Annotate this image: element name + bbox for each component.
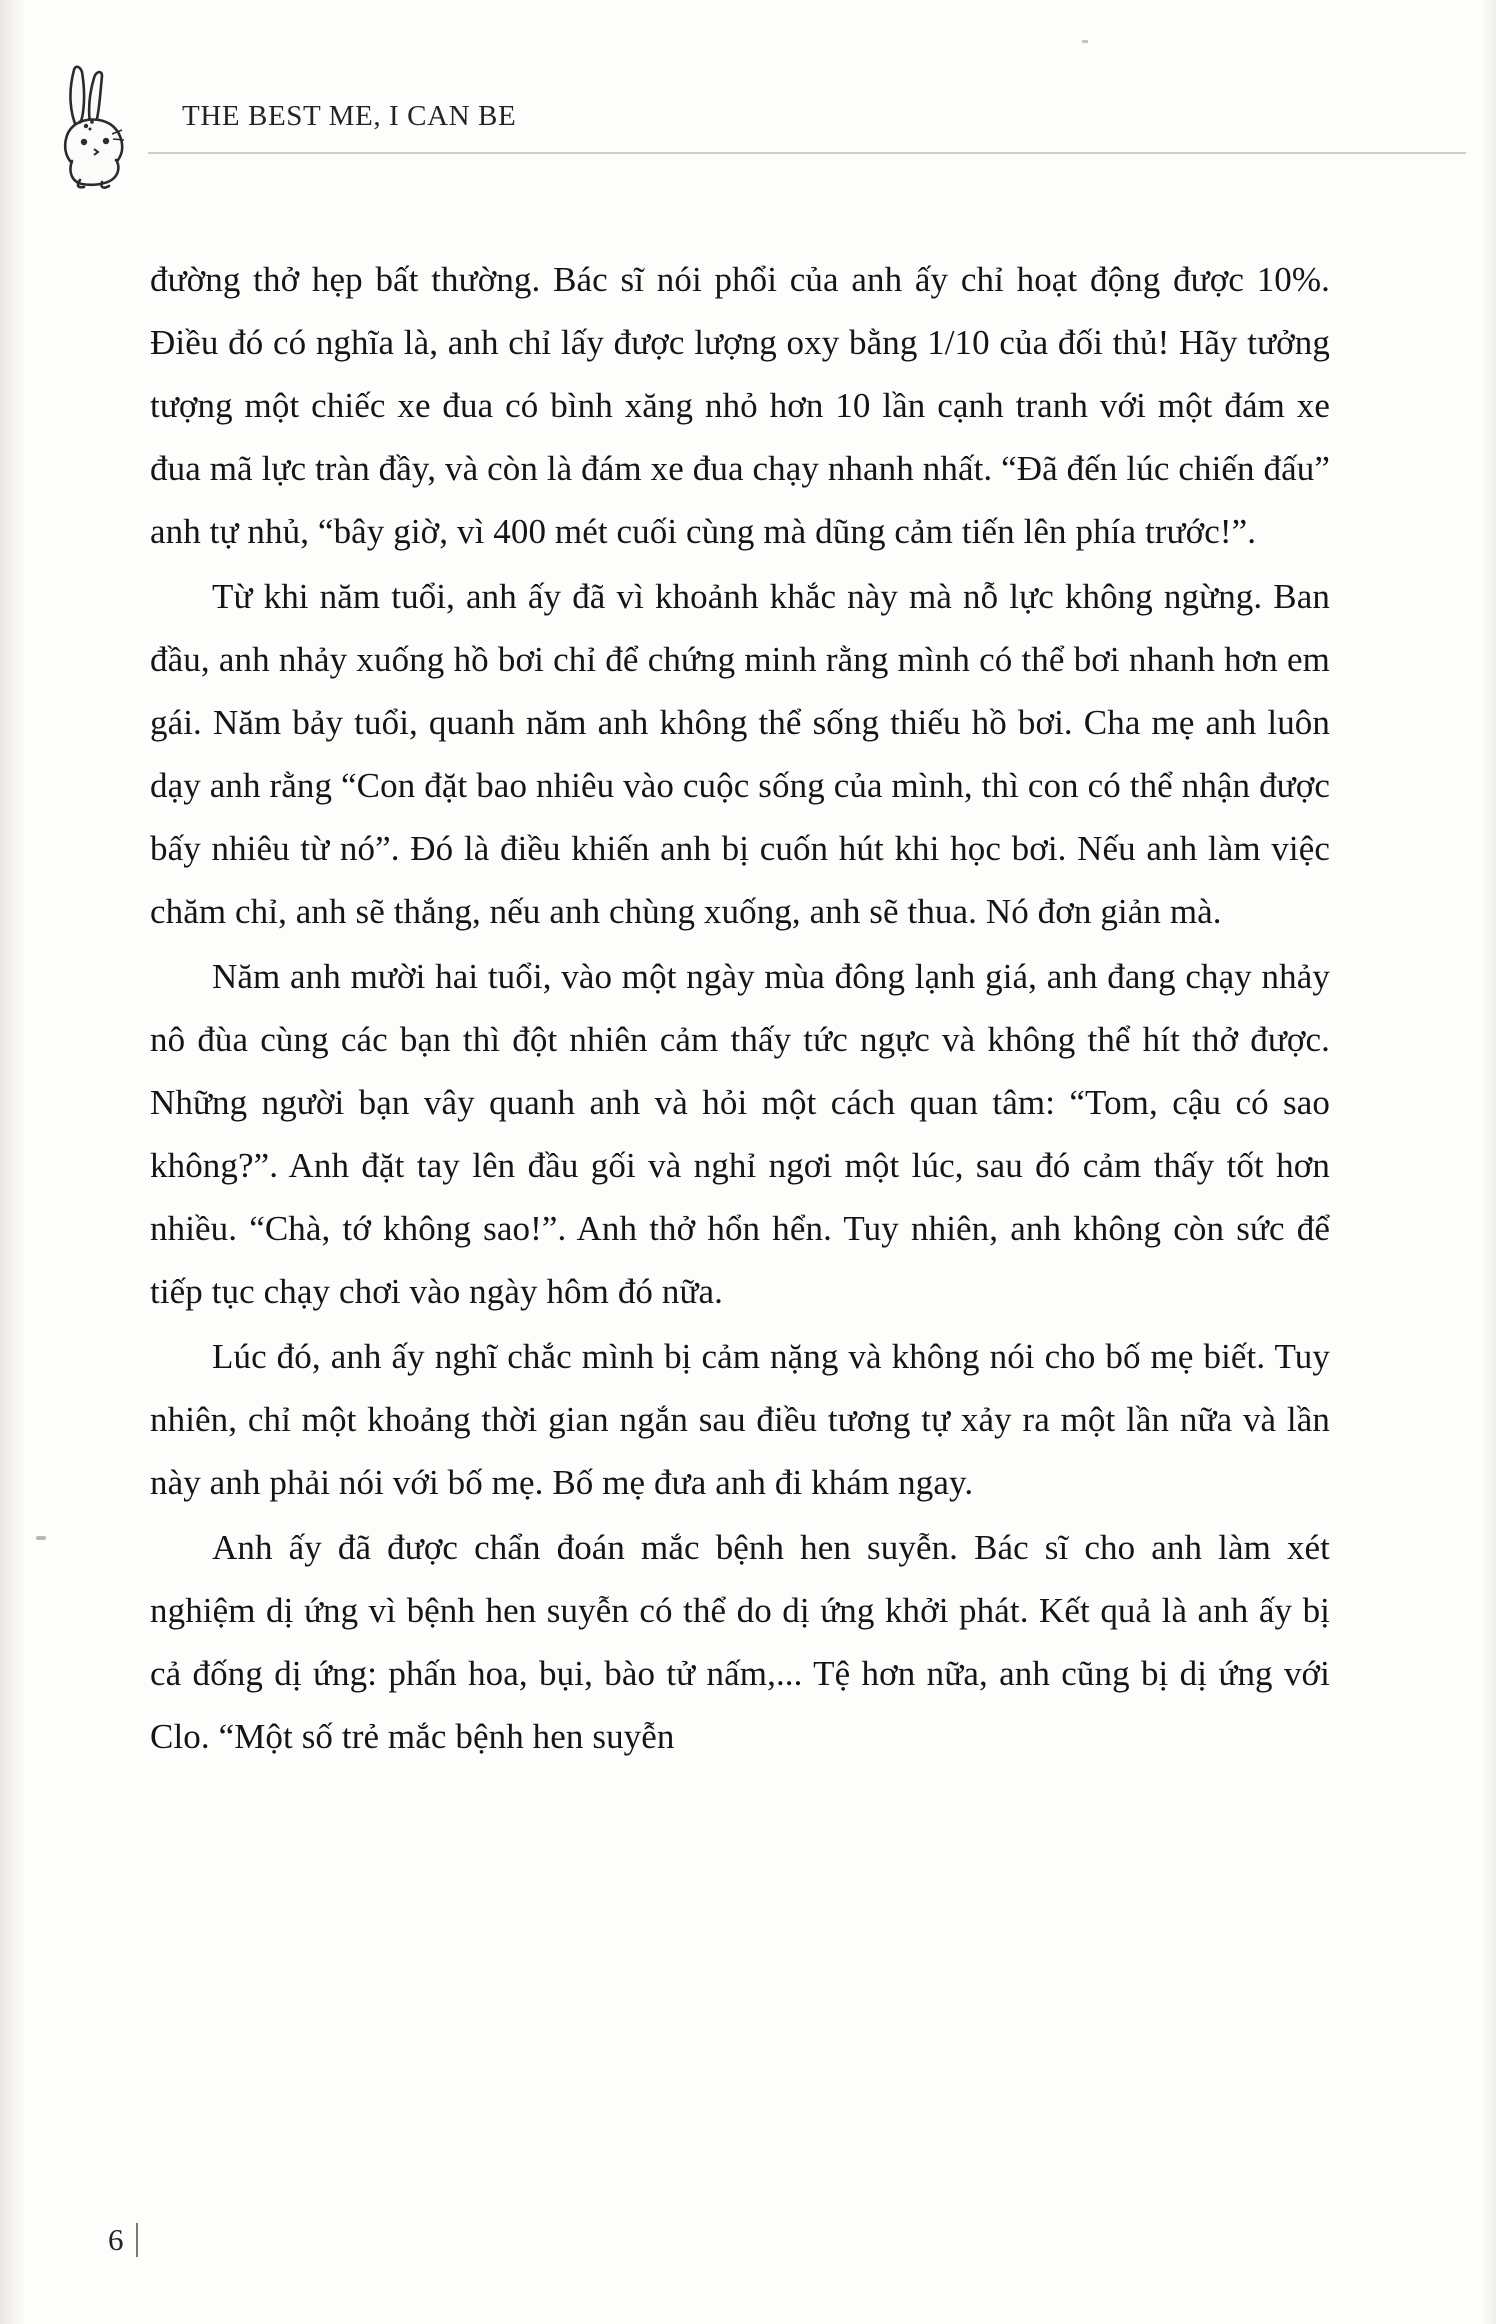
folio-divider	[136, 2223, 138, 2257]
page-number: 6	[108, 2222, 124, 2257]
paragraph: Anh ấy đã được chẩn đoán mắc bệnh hen suyễn. Bác sĩ cho anh làm xét nghiệm dị ứng vì bệnh hen suyễn có thể do dị ứng khởi phát. Kết quả là anh ấy bị cả đống dị ứng: phấn hoa, bụi, bào tử nấm,... Tệ hơn nữa, anh cũng bị dị ứng với Clo. “Một số trẻ mắc bệnh hen suyễn	[150, 1528, 1330, 1756]
page-header	[28, 62, 1466, 154]
scan-artifact-mark-top	[1082, 40, 1088, 43]
scan-gutter-shadow	[0, 0, 26, 2324]
header-divider	[148, 152, 1466, 154]
page-footer	[108, 2222, 138, 2258]
paragraph: Lúc đó, anh ấy nghĩ chắc mình bị cảm nặng và không nói cho bố mẹ biết. Tuy nhiên, chỉ một khoảng thời gian ngắn sau điều tương tự xảy ra một lần nữa và lần này anh phải nói với bố mẹ. Bố mẹ đưa anh đi khám ngay.	[150, 1337, 1330, 1502]
scan-artifact-mark	[36, 1536, 46, 1540]
paragraph: đường thở hẹp bất thường. Bác sĩ nói phổi của anh ấy chỉ hoạt động được 10%. Điều đó có nghĩa là, anh chỉ lấy được lượng oxy bằng 1/10 của đối thủ! Hãy tưởng tượng một chiếc xe đua có bình xăng nhỏ hơn 10 lần cạnh tranh với một đám xe đua mã lực tràn đầy, và còn là đám xe đua chạy nhanh nhất. “Đã đến lúc chiến đấu” anh tự nhủ, “bây giờ, vì 400 mét cuối cùng mà dũng cảm tiến lên phía trước!”.	[150, 260, 1330, 551]
paragraph: Năm anh mười hai tuổi, vào một ngày mùa đông lạnh giá, anh đang chạy nhảy nô đùa cùng các bạn thì đột nhiên cảm thấy tức ngực và không thể hít thở được. Những người bạn vây quanh anh và hỏi một cách quan tâm: “Tom, cậu có sao không?”. Anh đặt tay lên đầu gối và nghỉ ngơi một lúc, sau đó cảm thấy tốt hơn nhiều. “Chà, tớ không sao!”. Anh thở hổn hển. Tuy nhiên, anh không còn sức để tiếp tục chạy chơi vào ngày hôm đó nữa.	[150, 957, 1330, 1311]
scan-right-shadow	[1482, 0, 1496, 2324]
paragraph: Từ khi năm tuổi, anh ấy đã vì khoảnh khắc này mà nỗ lực không ngừng. Ban đầu, anh nhảy xuống hồ bơi chỉ để chứng minh rằng mình có thể bơi nhanh hơn em gái. Năm bảy tuổi, quanh năm anh không thể sống thiếu hồ bơi. Cha mẹ anh luôn dạy anh rằng “Con đặt bao nhiêu vào cuộc sống của mình, thì con có thể nhận được bấy nhiêu từ nó”. Đó là điều khiến anh bị cuốn hút khi học bơi. Nếu anh làm việc chăm chỉ, anh sẽ thắng, nếu anh chùng xuống, anh sẽ thua. Nó đơn giản mà.	[150, 577, 1330, 931]
rabbit-icon	[46, 62, 156, 192]
running-title: THE BEST ME, I CAN BE	[182, 100, 517, 132]
page-body	[150, 248, 1330, 1770]
